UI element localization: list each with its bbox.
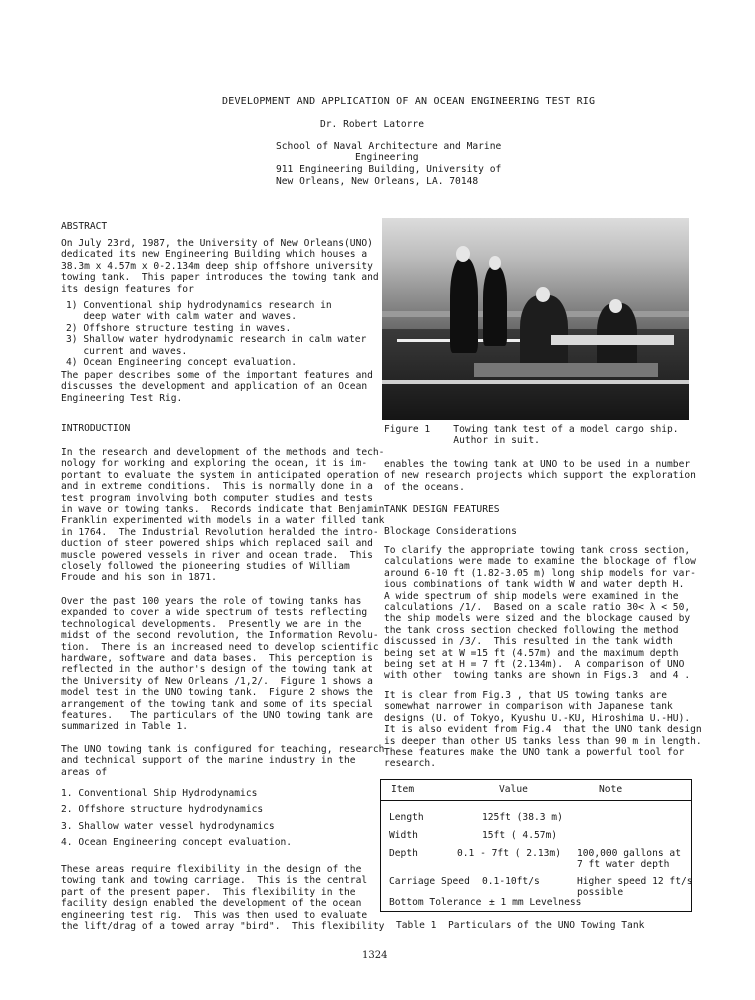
table-cell-value: ± 1 mm Levelness [489,897,582,908]
abstract-intro: On July 23rd, 1987, the University of New Orleans(UNO) dedicated its new Engineering Building which houses a 38.3m x 4.57m x 0-2.134m deep ship offshore university towing tank. This paper introduces the towing tank and its design features for [61,238,379,295]
affiliation-line-4: New Orleans, New Orleans, LA. 70148 [276,176,479,187]
table-cell-item: Length [389,812,424,823]
table-cell-note: 100,000 gallons at 7 ft water depth [577,848,681,871]
paper-title: DEVELOPMENT AND APPLICATION OF AN OCEAN ENGINEERING TEST RIG [222,96,596,107]
table-cell-value: 0.1-10ft/s [482,876,540,887]
table-header-item: Item [391,784,415,795]
blockage-paragraph-2: It is clear from Fig.3 , that US towing tanks are somewhat narrower in comparison with Japanese tank designs (U. of Tokyo, Kyushu U.-KU, Hiroshima U.-HU). It is also evident from Fig.4 that the UNO tank design is deeper than other US tanks less than 90 m in length. These features make the UNO tank a powerful tool for research. [384,690,702,770]
intro-paragraph-3: The UNO towing tank is configured for teaching, research and technical support of the marine industry in the areas of [61,744,385,778]
table-1-caption: Table 1 Particulars of the UNO Towing Tank [396,920,645,931]
table-header-row [381,780,691,801]
intro-paragraph-4: These areas require flexibility in the design of the towing tank and towing carriage. This is the central part of the present paper. This flexibility in the facility design enabled the development of the ocean engineering test rig. This was then used to evaluate the lift/drag of a towed array "bird". This flexibility [61,864,385,933]
list-item: 1. Conventional Ship Hydrodynamics [61,788,258,799]
list-item: 2) Offshore structure testing in waves. [66,322,292,334]
table-1 [380,779,692,912]
list-item: 2. Offshore structure hydrodynamics [61,804,264,816]
figure-1-photo [382,218,689,420]
table-cell-item: Depth [389,848,418,859]
list-item: 3) Shallow water hydrodynamic research in calm water current and waves. [66,334,367,357]
abstract-heading: ABSTRACT [61,221,108,232]
affiliation-line-3: 911 Engineering Building, University of [276,164,502,175]
table-cell-value: 0.1 - 7ft ( 2.13m) [457,848,561,859]
table-cell-value: 15ft ( 4.57m) [482,830,558,841]
table-header-note: Note [599,784,623,795]
table-header-value: Value [499,784,528,795]
affiliation-line-1: School of Naval Architecture and Marine [276,141,502,152]
table-cell-item: Width [389,830,418,841]
blockage-paragraph-1: To clarify the appropriate towing tank cross section, calculations were made to examine the blockage of flow around 6-10 ft (1.82-3.05 m) long ship models for var- ious combinations of tank width W and water depth H. A wide spectrum of ship models were examined in the calculations /1/. Based on a scale ratio 30< λ < 50, the ship models were sized and the blockage caused by the tank cross section checked following the method discussed in /3/. This resulted in the tank width being set at W =15 ft (4.57m) and the maximum depth being set at H = 7 ft (2.134m). A comparison of UNO with other towing tanks are shown in Figs.3 and 4 . [384,545,696,682]
list-item: 1) Conventional ship hydrodynamics research in deep water with calm water and waves. [66,300,332,323]
list-item: 4) Ocean Engineering concept evaluation. [66,357,298,369]
author-name: Dr. Robert Latorre [320,119,424,130]
intro-paragraph-2: Over the past 100 years the role of towing tanks has expanded to cover a wide spectrum of tests reflecting technological developments. Presently we are in the midst of the second revolution, the Information Revolu- tion. There is an increased need to develop scientific hardware, software and data bases. This perception is reflected in the author's design of the towing tank at the University of New Orleans /1,2/. Figure 1 shows a model test in the UNO towing tank. Figure 2 shows the arrangement of the towing tank and some of its special features. The particulars of the UNO towing tank are summarized in Table 1. [61,596,379,733]
table-cell-value: 125ft (38.3 m) [482,812,563,823]
page-number: 1324 [362,950,388,961]
intro-paragraph-1: In the research and development of the methods and tech- nology for working and exploring the ocean, it is im- portant to evaluate the system in anticipated operation and in extreme conditions. This is normally done in a test program involving both computer studies and tests in wave or towing tanks. Records indicate that Benjamin Franklin experimented with models in a water filled tank in 1764. The Industrial Revolution heralded the intro- duction of steer powered ships which replaced sail and muscle powered vessels in river and ocean trade. This closely followed the pioneering studies of William Froude and his son in 1871. [61,447,385,584]
list-item: 4. Ocean Engineering concept evaluation. [61,837,293,849]
subheading: Blockage Considerations [384,526,517,537]
intro-areas-list [61,788,292,854]
table-cell-item: Bottom Tolerance [389,897,482,908]
figure-1-caption: Figure 1 Towing tank test of a model cargo ship. Author in suit. [384,424,679,447]
table-cell-item: Carriage Speed [389,876,470,887]
table-cell-note: Higher speed 12 ft/s possible [577,876,693,899]
affiliation-line-2: Engineering [355,152,419,163]
continuation-paragraph: enables the towing tank at UNO to be used in a number of new research projects which support the exploration of the oceans. [384,459,696,493]
abstract-closing: The paper describes some of the important features and discusses the development and application of an Ocean Engineering Test Rig. [61,370,373,404]
section-heading: TANK DESIGN FEATURES [384,504,500,515]
list-item: 3. Shallow water vessel hydrodynamics [61,820,275,832]
abstract-list [66,300,366,368]
introduction-heading: INTRODUCTION [61,423,131,434]
